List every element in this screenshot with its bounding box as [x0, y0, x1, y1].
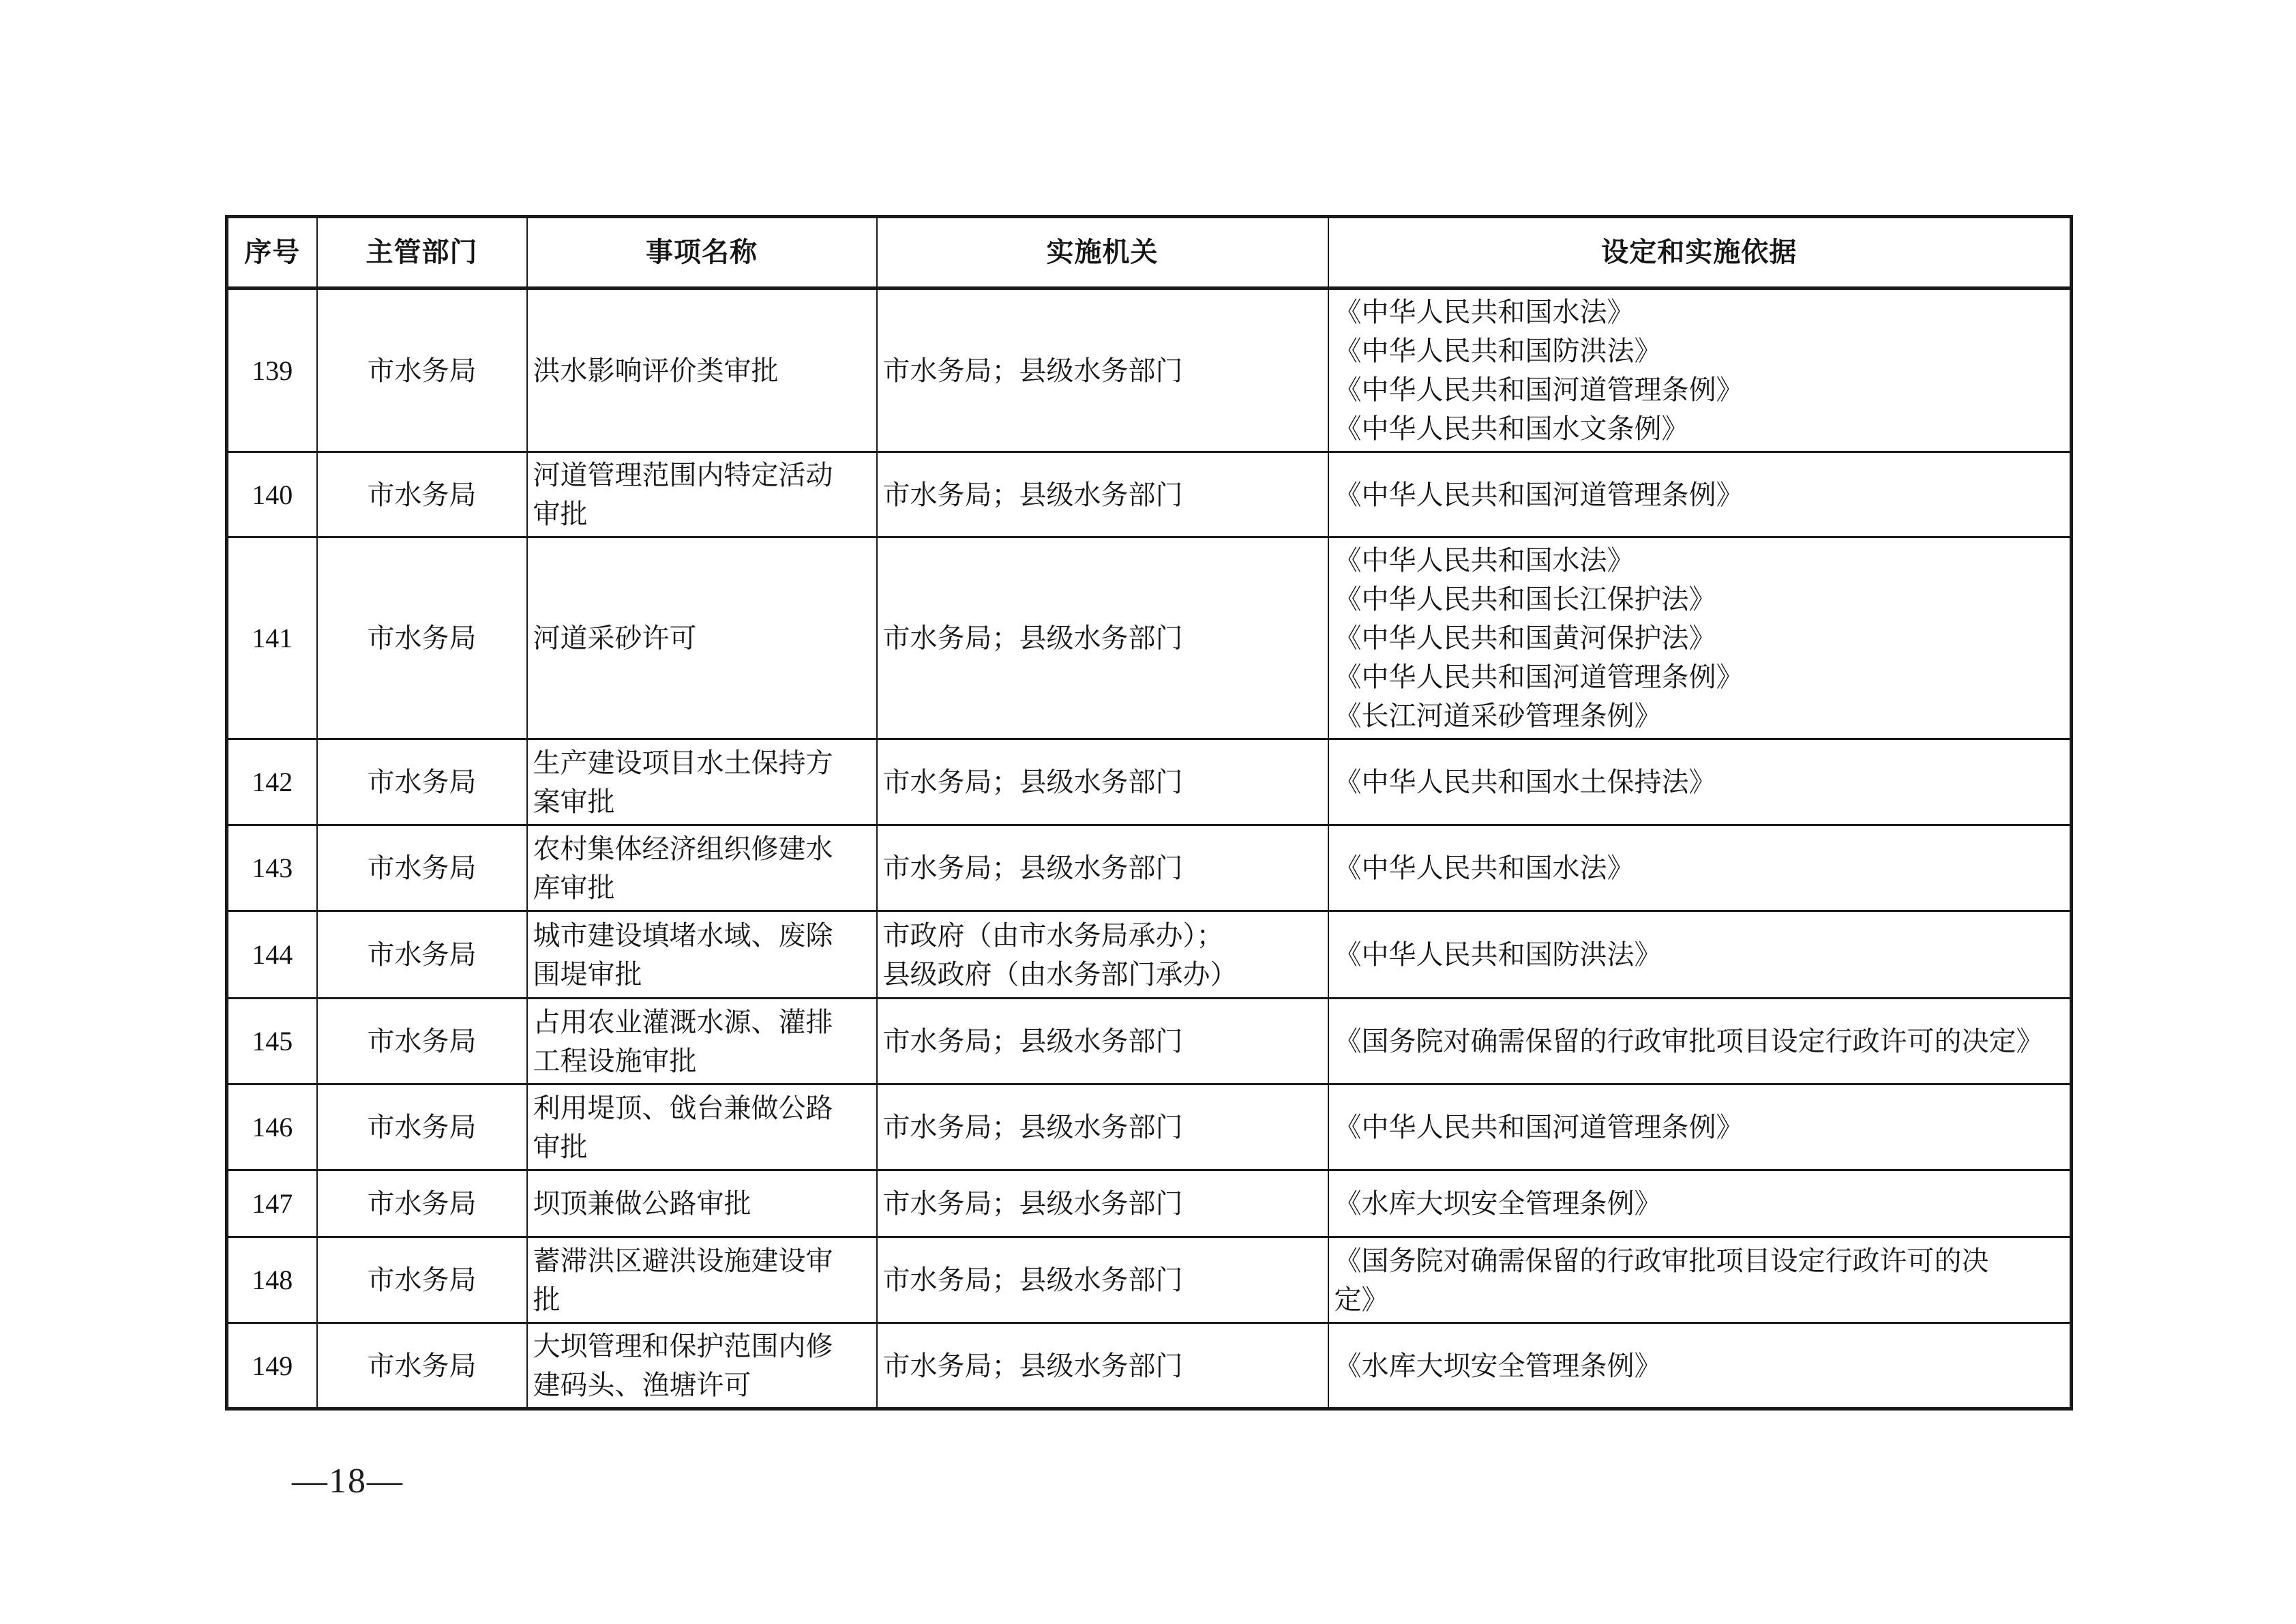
cell-no-line: 142 — [252, 767, 293, 797]
cell-name-line: 库审批 — [533, 872, 615, 903]
table-row — [227, 289, 2072, 452]
table-header-row — [227, 217, 2072, 289]
cell-name — [527, 289, 877, 452]
cell-dept — [317, 1323, 527, 1409]
cell-dept-line: 市水务局 — [367, 479, 477, 510]
cell-dept-line: 市水务局 — [367, 939, 477, 970]
cell-no — [227, 1084, 317, 1170]
cell-agency-line: 市政府（由市水务局承办）； — [882, 919, 1224, 951]
cell-no-line: 141 — [252, 623, 293, 653]
cell-no-line: 146 — [252, 1112, 293, 1142]
cell-name — [527, 1323, 877, 1409]
cell-dept-line: 市水务局 — [367, 355, 477, 386]
cell-agency — [877, 739, 1328, 825]
approval-items-table — [225, 215, 2073, 1411]
cell-basis-line: 《中华人民共和国河道管理条例》 — [1334, 374, 1744, 405]
cell-basis-line: 《水库大坝安全管理条例》 — [1334, 1188, 1662, 1219]
cell-basis — [1328, 1323, 2072, 1409]
table-row — [227, 1323, 2072, 1409]
cell-agency — [877, 289, 1328, 452]
cell-no-line: 139 — [252, 355, 293, 386]
cell-no — [227, 911, 317, 999]
cell-name-line: 案审批 — [533, 786, 615, 817]
cell-agency-line: 市水务局；县级水务部门 — [882, 853, 1183, 883]
cell-basis — [1328, 452, 2072, 537]
cell-no-line: 149 — [252, 1350, 293, 1381]
cell-no-line: 147 — [252, 1188, 293, 1219]
cell-basis-line: 《中华人民共和国水法》 — [1334, 297, 1635, 327]
cell-name-line: 审批 — [533, 1131, 588, 1162]
cell-basis — [1328, 1237, 2072, 1323]
cell-agency-line: 市水务局；县级水务部门 — [882, 623, 1183, 653]
cell-agency — [877, 825, 1328, 911]
cell-dept — [317, 999, 527, 1084]
cell-basis — [1328, 1084, 2072, 1170]
table-row — [227, 739, 2072, 825]
cell-name — [527, 1170, 877, 1237]
table-row — [227, 537, 2072, 739]
cell-basis — [1328, 537, 2072, 739]
column-header-name: 事项名称 — [527, 217, 877, 289]
cell-basis-line: 《中华人民共和国河道管理条例》 — [1334, 479, 1744, 510]
cell-name-line: 利用堤顶、戗台兼做公路 — [533, 1092, 833, 1123]
cell-name-line: 工程设施审批 — [533, 1045, 697, 1076]
cell-dept — [317, 739, 527, 825]
cell-dept — [317, 1084, 527, 1170]
column-header-agency: 实施机关 — [877, 217, 1328, 289]
cell-agency — [877, 999, 1328, 1084]
cell-basis-line: 《中华人民共和国水法》 — [1334, 853, 1635, 883]
cell-basis-line: 《中华人民共和国水法》 — [1334, 545, 1635, 576]
cell-agency-line: 市水务局；县级水务部门 — [882, 1188, 1183, 1219]
cell-name-line: 围堤审批 — [533, 958, 642, 990]
cell-name — [527, 825, 877, 911]
cell-agency — [877, 537, 1328, 739]
cell-basis-line: 《中华人民共和国水土保持法》 — [1334, 767, 1716, 797]
cell-no — [227, 739, 317, 825]
cell-basis-line: 《中华人民共和国河道管理条例》 — [1334, 1112, 1744, 1142]
cell-basis — [1328, 289, 2072, 452]
cell-name — [527, 999, 877, 1084]
cell-basis-line: 《长江河道采砂管理条例》 — [1334, 700, 1662, 731]
cell-no — [227, 1237, 317, 1323]
cell-dept-line: 市水务局 — [367, 623, 477, 653]
cell-basis-line: 《中华人民共和国水文条例》 — [1334, 413, 1689, 444]
table-row — [227, 1237, 2072, 1323]
cell-name — [527, 1084, 877, 1170]
cell-no — [227, 825, 317, 911]
cell-name-line: 河道管理范围内特定活动 — [533, 460, 833, 490]
cell-dept — [317, 911, 527, 999]
cell-no — [227, 1323, 317, 1409]
cell-name-line: 河道采砂许可 — [533, 623, 697, 653]
cell-name — [527, 739, 877, 825]
cell-basis — [1328, 825, 2072, 911]
cell-basis-line: 《中华人民共和国防洪法》 — [1334, 336, 1662, 366]
cell-basis-line: 《国务院对确需保留的行政审批项目设定行政许可的决 — [1334, 1245, 1989, 1276]
cell-no — [227, 999, 317, 1084]
cell-basis — [1328, 999, 2072, 1084]
cell-dept — [317, 1170, 527, 1237]
cell-agency — [877, 452, 1328, 537]
cell-no — [227, 537, 317, 739]
cell-no — [227, 452, 317, 537]
cell-agency — [877, 1237, 1328, 1323]
cell-dept — [317, 537, 527, 739]
cell-dept-line: 市水务局 — [367, 853, 477, 883]
cell-name-line: 蓄滞洪区避洪设施建设审 — [533, 1245, 833, 1276]
cell-agency — [877, 1170, 1328, 1237]
table-row — [227, 1170, 2072, 1237]
cell-name-line: 坝顶兼做公路审批 — [533, 1188, 751, 1219]
cell-basis-line: 《中华人民共和国黄河保护法》 — [1334, 623, 1716, 653]
cell-name — [527, 537, 877, 739]
cell-agency-line: 市水务局；县级水务部门 — [882, 767, 1183, 797]
cell-agency — [877, 1084, 1328, 1170]
cell-basis-line: 《水库大坝安全管理条例》 — [1334, 1350, 1662, 1381]
cell-no-line: 143 — [252, 853, 293, 883]
cell-agency — [877, 1323, 1328, 1409]
cell-no-line: 144 — [252, 939, 293, 970]
cell-basis — [1328, 1170, 2072, 1237]
table-row — [227, 452, 2072, 537]
column-header-basis: 设定和实施依据 — [1328, 217, 2072, 289]
cell-name-line: 占用农业灌溉水源、灌排 — [533, 1006, 833, 1037]
cell-name-line: 农村集体经济组织修建水 — [533, 833, 833, 864]
cell-agency — [877, 911, 1328, 999]
cell-agency-line: 县级政府（由水务部门承办） — [882, 958, 1238, 990]
cell-name-line: 大坝管理和保护范围内修 — [533, 1331, 833, 1361]
cell-dept — [317, 289, 527, 452]
cell-dept-line: 市水务局 — [367, 1188, 477, 1219]
cell-dept — [317, 1237, 527, 1323]
table-body — [227, 289, 2072, 1409]
cell-name-line: 洪水影响评价类审批 — [533, 355, 779, 386]
cell-dept-line: 市水务局 — [367, 1350, 477, 1381]
table-row — [227, 911, 2072, 999]
cell-agency-line: 市水务局；县级水务部门 — [882, 1350, 1183, 1381]
cell-no-line: 145 — [252, 1026, 293, 1057]
cell-agency-line: 市水务局；县级水务部门 — [882, 1265, 1183, 1295]
cell-agency-line: 市水务局；县级水务部门 — [882, 479, 1183, 510]
cell-dept-line: 市水务局 — [367, 1265, 477, 1295]
cell-name-line: 城市建设填堵水域、废除 — [533, 919, 833, 951]
table-row — [227, 825, 2072, 911]
cell-basis — [1328, 911, 2072, 999]
cell-name — [527, 452, 877, 537]
cell-name-line: 审批 — [533, 499, 588, 529]
page-number: —18— — [292, 1462, 404, 1501]
cell-dept-line: 市水务局 — [367, 1026, 477, 1057]
cell-name-line: 批 — [533, 1284, 561, 1315]
cell-dept — [317, 825, 527, 911]
cell-no — [227, 1170, 317, 1237]
cell-agency-line: 市水务局；县级水务部门 — [882, 355, 1183, 386]
table-row — [227, 1084, 2072, 1170]
cell-name-line: 建码头、渔塘许可 — [533, 1370, 751, 1400]
cell-dept-line: 市水务局 — [367, 1112, 477, 1142]
cell-dept — [317, 452, 527, 537]
cell-agency-line: 市水务局；县级水务部门 — [882, 1026, 1183, 1057]
cell-agency-line: 市水务局；县级水务部门 — [882, 1112, 1183, 1142]
cell-basis-line: 《国务院对确需保留的行政审批项目设定行政许可的决定》 — [1334, 1026, 2044, 1057]
cell-no-line: 148 — [252, 1265, 293, 1295]
cell-name — [527, 1237, 877, 1323]
cell-basis-line: 《中华人民共和国防洪法》 — [1334, 939, 1662, 970]
cell-no-line: 140 — [252, 479, 293, 510]
cell-name-line: 生产建设项目水土保持方 — [533, 747, 833, 778]
cell-basis-line: 定》 — [1334, 1284, 1389, 1315]
column-header-no: 序号 — [227, 217, 317, 289]
cell-basis-line: 《中华人民共和国长江保护法》 — [1334, 584, 1716, 615]
cell-basis — [1328, 739, 2072, 825]
table-row — [227, 999, 2072, 1084]
cell-basis-line: 《中华人民共和国河道管理条例》 — [1334, 662, 1744, 692]
column-header-dept: 主管部门 — [317, 217, 527, 289]
cell-dept-line: 市水务局 — [367, 767, 477, 797]
cell-name — [527, 911, 877, 999]
cell-no — [227, 289, 317, 452]
